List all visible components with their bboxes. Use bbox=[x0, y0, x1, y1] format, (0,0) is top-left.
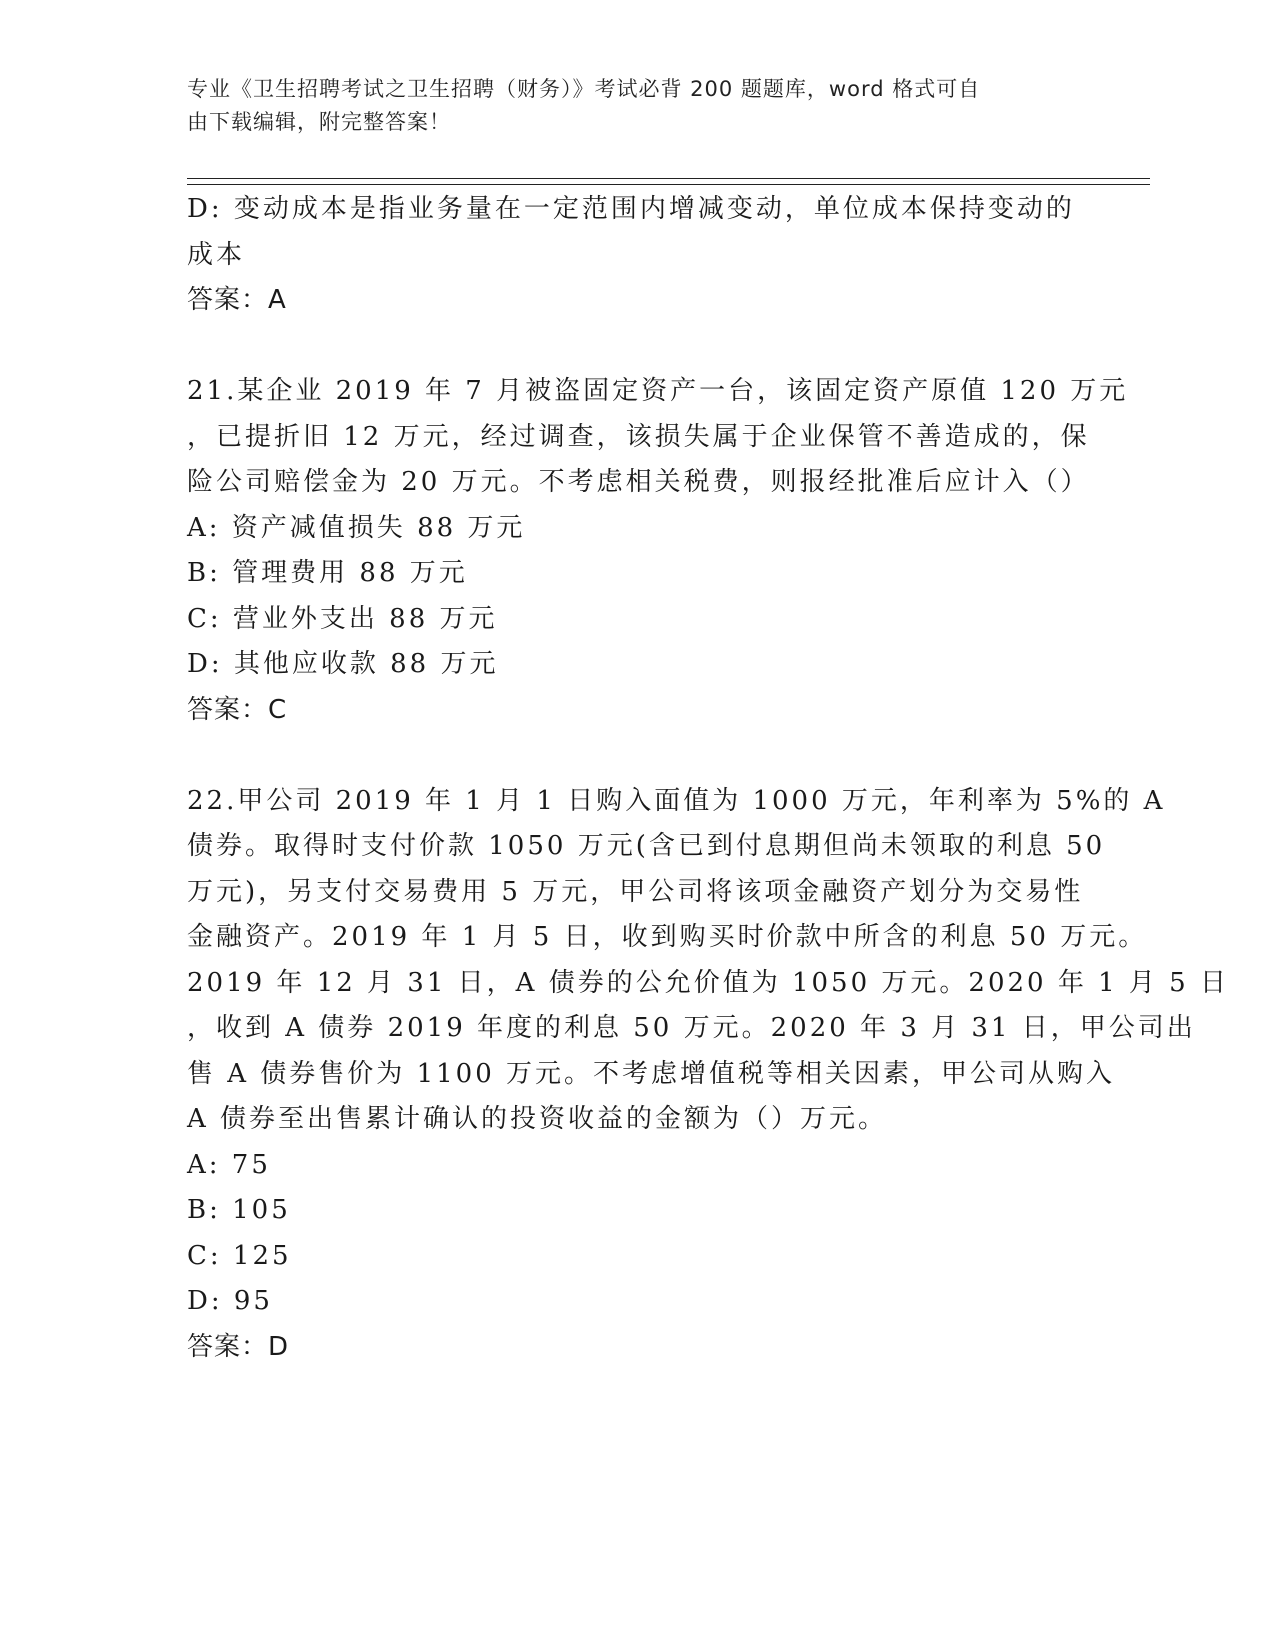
question-stem-line: 万元)，另支付交易费用 5 万元，甲公司将该项金融资产划分为交易性 bbox=[187, 876, 1084, 907]
question-stem-line: 险公司赔偿金为 20 万元。不考虑相关税费，则报经批准后应计入（） bbox=[187, 467, 1090, 497]
header-line-2: 由下载编辑，附完整答案！ bbox=[187, 110, 451, 134]
question-stem-line: 21.某企业 2019 年 7 月被盗固定资产一台，该固定资产原值 120 万元 bbox=[187, 376, 1129, 406]
option-d-line-2: 成本 bbox=[187, 239, 246, 270]
question-22 bbox=[187, 779, 1229, 1371]
option-a: A: 资产减值损失 88 万元 bbox=[187, 512, 526, 543]
question-stem-line: 2019 年 12 月 31 日，A 债券的公允价值为 1050 万元。2020 年 1 月 5 日 bbox=[187, 967, 1229, 998]
option-d: D: 其他应收款 88 万元 bbox=[187, 649, 499, 679]
answer-label: 答案：C bbox=[187, 694, 288, 725]
option-b: B: 105 bbox=[187, 1195, 291, 1225]
header-divider-bottom bbox=[187, 184, 1150, 185]
header-line-1: 专业《卫生招聘考试之卫生招聘（财务）》考试必背 200 题题库，word 格式可自 bbox=[187, 77, 981, 101]
option-a: A: 75 bbox=[187, 1149, 271, 1180]
question-stem-line: 金融资产。2019 年 1 月 5 日，收到购买时价款中所含的利息 50 万元。 bbox=[187, 922, 1148, 952]
header-divider-top bbox=[187, 178, 1150, 179]
question-21 bbox=[187, 369, 1129, 733]
question-stem-line: ，收到 A 债券 2019 年度的利息 50 万元。2020 年 3 月 31 日，甲公司出 bbox=[187, 1013, 1196, 1043]
answer-label: 答案：D bbox=[187, 1331, 290, 1362]
document-header bbox=[187, 73, 1067, 139]
spacer bbox=[187, 324, 1087, 370]
answer-label: 答案：A bbox=[187, 285, 287, 315]
question-stem-line: 售 A 债券售价为 1100 万元。不考虑增值税等相关因素，甲公司从购入 bbox=[187, 1058, 1116, 1089]
spacer bbox=[187, 733, 1087, 779]
question-stem-line: 债券。取得时支付价款 1050 万元(含已到付息期但尚未领取的利息 50 bbox=[187, 831, 1106, 861]
option-c: C: 营业外支出 88 万元 bbox=[187, 603, 498, 634]
option-d-line-1: D: 变动成本是指业务量在一定范围内增减变动，单位成本保持变动的 bbox=[187, 194, 1075, 224]
option-d: D: 95 bbox=[187, 1286, 273, 1316]
question-20-tail bbox=[187, 187, 1087, 324]
question-stem-line: 22.甲公司 2019 年 1 月 1 日购入面值为 1000 万元，年利率为 5%的 A bbox=[187, 785, 1166, 816]
document-body bbox=[187, 187, 1229, 1370]
option-c: C: 125 bbox=[187, 1240, 292, 1271]
question-stem-line: A 债券至出售累计确认的投资收益的金额为（）万元。 bbox=[187, 1104, 888, 1134]
question-stem-line: ，已提折旧 12 万元，经过调查，该损失属于企业保管不善造成的，保 bbox=[187, 421, 1090, 452]
option-b: B: 管理费用 88 万元 bbox=[187, 558, 468, 588]
